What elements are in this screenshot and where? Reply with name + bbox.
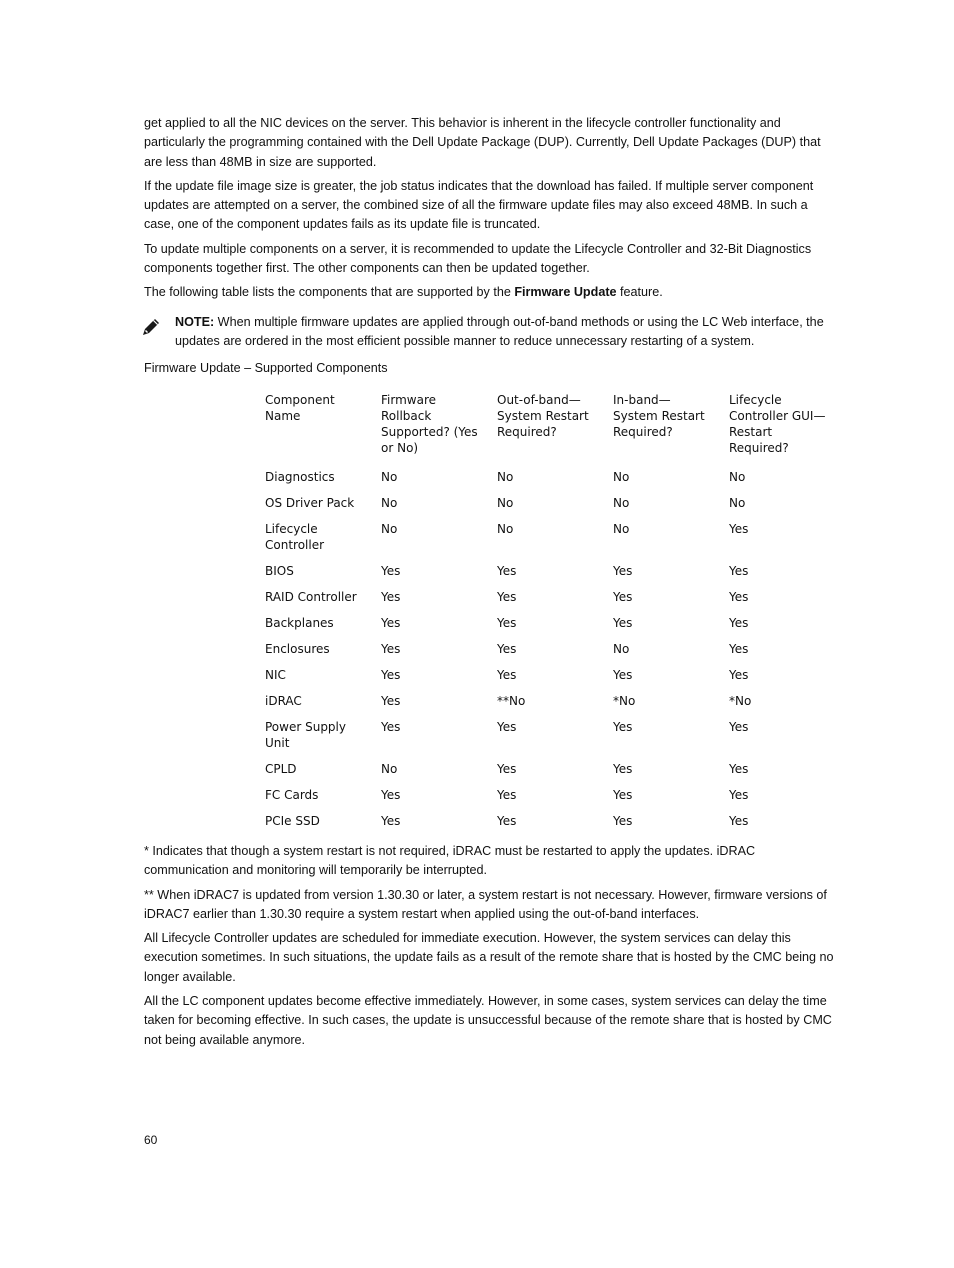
footnote-single-asterisk: * Indicates that though a system restart is not required, iDRAC must be restarted to apply the updates. iDRAC communication and monitoring will temporarily be interrupted. xyxy=(144,844,756,878)
table-cell: No xyxy=(381,762,398,776)
component-name-cell: OS Driver Pack xyxy=(265,496,355,510)
table-cell: Yes xyxy=(729,668,749,682)
table-cell: Yes xyxy=(497,762,517,776)
table-cell: Yes xyxy=(381,564,401,578)
page-number: 60 xyxy=(144,1133,158,1147)
table-cell: Yes xyxy=(497,720,517,734)
table-cell: Yes xyxy=(497,814,517,828)
table-cell: Yes xyxy=(729,762,749,776)
table-row xyxy=(257,809,837,835)
footnotes-section xyxy=(144,842,838,1055)
firmware-update-term: Firmware Update xyxy=(514,285,617,300)
footnote-double-asterisk: ** When iDRAC7 is updated from version 1.30.30 or later, a system restart is not necessary. However, firmware versions of iDRAC7 earlier than 1.30.30 require a system restart when applied using the out-of-band interfaces. xyxy=(144,887,827,921)
table-row xyxy=(257,757,837,783)
table-cell: Yes xyxy=(613,590,633,604)
table-cell: No xyxy=(613,642,630,656)
table-cell: Yes xyxy=(729,616,749,630)
table-cell: No xyxy=(381,470,398,484)
table-cell: Yes xyxy=(497,616,517,630)
table-intro-before: The following table lists the components that are supported by the xyxy=(144,285,515,300)
table-cell: *No xyxy=(613,694,636,708)
table-cell: Yes xyxy=(729,788,749,802)
component-name-cell: Diagnostics xyxy=(265,470,335,484)
component-name-cell: CPLD xyxy=(265,762,297,776)
table-header-row xyxy=(257,388,837,465)
paragraph-image-size: If the update file image size is greater, the job status indicates that the download has failed. If multiple server component updates are attempted on a server, the combined size of all the firmware update files may also exceed 48MB. In such a case, one of the component updates fails as its update file is truncated. xyxy=(144,178,814,232)
table-row xyxy=(257,465,837,491)
table-cell: Yes xyxy=(613,616,633,630)
table-cell: *No xyxy=(729,694,752,708)
table-row xyxy=(257,611,837,637)
table-cell: No xyxy=(613,470,630,484)
table-row xyxy=(257,689,837,715)
component-name-cell: RAID Controller xyxy=(265,590,357,604)
table-cell: Yes xyxy=(381,694,401,708)
table-cell: No xyxy=(497,496,514,510)
column-header: In-band—System Restart Required? xyxy=(613,393,705,439)
table-cell: No xyxy=(729,470,746,484)
table-cell: Yes xyxy=(497,590,517,604)
table-cell: Yes xyxy=(381,788,401,802)
table-cell: Yes xyxy=(381,668,401,682)
table-cell: Yes xyxy=(613,788,633,802)
column-header: Out-of-band—System Restart Required? xyxy=(497,393,589,439)
column-header: Component Name xyxy=(265,393,335,423)
column-header: Firmware Rollback Supported? (Yes or No) xyxy=(381,393,478,455)
table-cell: Yes xyxy=(729,564,749,578)
note-label: NOTE: xyxy=(175,314,215,329)
component-name-cell: FC Cards xyxy=(265,788,319,802)
table-cell: Yes xyxy=(497,642,517,656)
table-cell: Yes xyxy=(381,616,401,630)
table-cell: Yes xyxy=(613,814,633,828)
table-cell: Yes xyxy=(729,814,749,828)
table-cell: Yes xyxy=(497,668,517,682)
table-cell: Yes xyxy=(381,720,401,734)
table-row xyxy=(257,585,837,611)
component-name-cell: NIC xyxy=(265,668,286,682)
table-cell: **No xyxy=(497,694,526,708)
intro-section xyxy=(144,114,838,378)
supported-components-table xyxy=(257,388,837,835)
table-cell: No xyxy=(613,496,630,510)
table-cell: Yes xyxy=(381,642,401,656)
table-row xyxy=(257,637,837,663)
table-row xyxy=(257,559,837,585)
table-cell: Yes xyxy=(613,668,633,682)
table-intro-after: feature. xyxy=(616,285,663,300)
table-row xyxy=(257,517,837,559)
table-cell: Yes xyxy=(729,720,749,734)
component-name-cell: BIOS xyxy=(265,564,294,578)
table-cell: Yes xyxy=(613,564,633,578)
table-row xyxy=(257,491,837,517)
table-cell: No xyxy=(381,522,398,536)
component-name-cell: Enclosures xyxy=(265,642,330,656)
table-cell: Yes xyxy=(613,720,633,734)
paragraph-nic-devices: get applied to all the NIC devices on the server. This behavior is inherent in the lifecycle controller functionality and particularly the programming contained with the Dell Update Package (DUP). Currently, Dell Update Packages (DUP) that are less than 48MB in size are supported. xyxy=(144,116,821,169)
paragraph-effective-updates: All the LC component updates become effective immediately. However, in some cases, system services can delay the time taken for becoming effective. In such cases, the update is unsuccessful because of the remote share that is hosted by CMC not being available anymore. xyxy=(144,994,832,1047)
paragraph-scheduled-updates: All Lifecycle Controller updates are scheduled for immediate execution. However, the system services can delay this execution sometimes. In such situations, the update fails as a result of the remote share that is hosted by the CMC being no longer available. xyxy=(144,931,834,984)
table-cell: Yes xyxy=(729,522,749,536)
component-name-cell: Backplanes xyxy=(265,616,334,630)
component-name-cell: iDRAC xyxy=(265,694,302,708)
table-cell: Yes xyxy=(381,814,401,828)
note-box xyxy=(144,313,838,352)
table-row xyxy=(257,783,837,809)
table-cell: Yes xyxy=(497,564,517,578)
table-caption: Firmware Update – Supported Components xyxy=(144,361,388,376)
paragraph-table-intro xyxy=(144,283,838,302)
component-name-cell: Lifecycle Controller xyxy=(265,522,325,552)
table-cell: Yes xyxy=(729,642,749,656)
column-header: Lifecycle Controller GUI—Restart Required? xyxy=(729,393,826,455)
table-cell: Yes xyxy=(381,590,401,604)
table-row xyxy=(257,715,837,757)
table-row xyxy=(257,663,837,689)
table-cell: No xyxy=(497,470,514,484)
component-name-cell: Power Supply Unit xyxy=(265,720,346,750)
table-cell: No xyxy=(381,496,398,510)
table-cell: Yes xyxy=(497,788,517,802)
table-cell: No xyxy=(729,496,746,510)
component-name-cell: PCIe SSD xyxy=(265,814,320,828)
table-cell: Yes xyxy=(613,762,633,776)
table-cell: No xyxy=(497,522,514,536)
table-cell: Yes xyxy=(729,590,749,604)
pencil-note-icon xyxy=(140,316,162,338)
paragraph-multiple-components: To update multiple components on a server, it is recommended to update the Lifecycle Controller and 32-Bit Diagnostics components together first. The other components can then be updated together. xyxy=(144,241,812,276)
table-cell: No xyxy=(613,522,630,536)
note-text: When multiple firmware updates are applied through out-of-band methods or using the LC Web interface, the updates are ordered in the most efficient possible manner to reduce unnecessary restarting of a system. xyxy=(175,314,824,348)
